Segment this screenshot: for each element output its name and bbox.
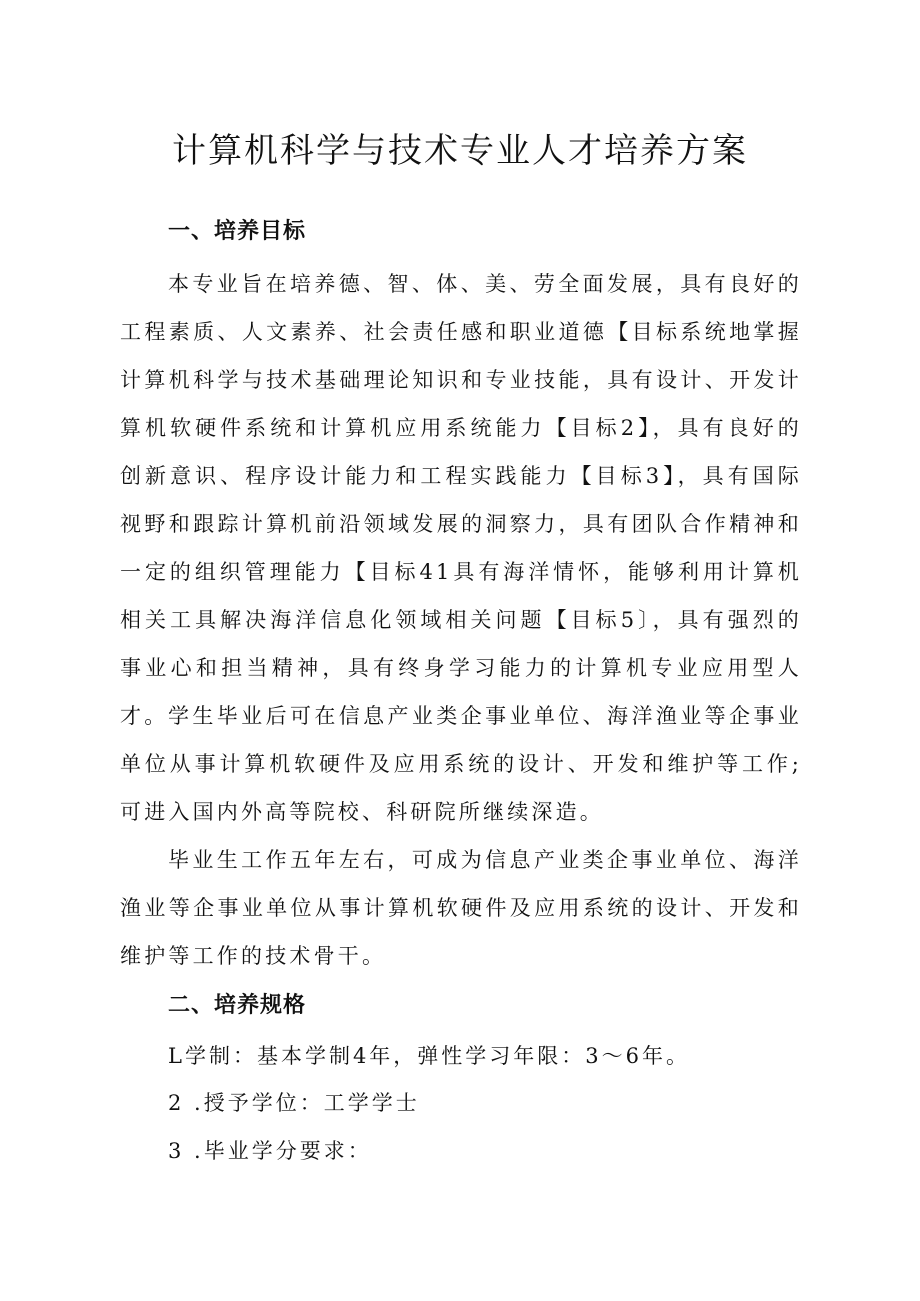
spec-item-credits: 3 .毕业学分要求： — [168, 1139, 372, 1163]
paragraph-graduate-destinations: 学生毕业后可在信息产业类企事业单位、海洋渔业等企事业单位从事计算机软硬件及应用系统的设计、开发和维护等工作;可进入国内外高等院校、科研院所继续深造。 — [120, 704, 802, 824]
spec-item-degree: 2 .授予学位：工学学士 — [168, 1091, 420, 1115]
page-title: 计算机科学与技术专业人才培养方案 — [172, 131, 748, 171]
paragraph-career-outlook: 毕业生工作五年左右，可成为信息产业类企事业单位、海洋渔业等企事业单位从事计算机软硬件及应用系统的设计、开发和维护等工作的技术骨干。 — [120, 848, 802, 968]
spec-item-duration: L学制：基本学制4年，弹性学习年限：3～6年。 — [168, 1044, 691, 1068]
section-heading-training-specs: 二、培养规格 — [168, 993, 307, 1018]
section-heading-training-goals: 一、培养目标 — [168, 219, 307, 244]
paragraph-training-goals: 本专业旨在培养德、智、体、美、劳全面发展，具有良好的工程素质、人文素养、社会责任感和职业道德【目标系统地掌握计算机科学与技术基础理论知识和专业技能，具有设计、开发计算机软硬件系统和计算机应用系统能力【目标2】，具有良好的创新意识、程序设计能力和工程实践能力【目标3】，具有国际视野和跟踪计算机前沿领域发展的洞察力，具有团队合作精神和一定的组织管理能力【目标41具有海洋情怀，能够利用计算机相关工具解决海洋信息化领域相关问题【目标5〕，具有强烈的事业心和担当精神，具有终身学习能力的计算机专业应用型人才。 — [120, 272, 802, 728]
